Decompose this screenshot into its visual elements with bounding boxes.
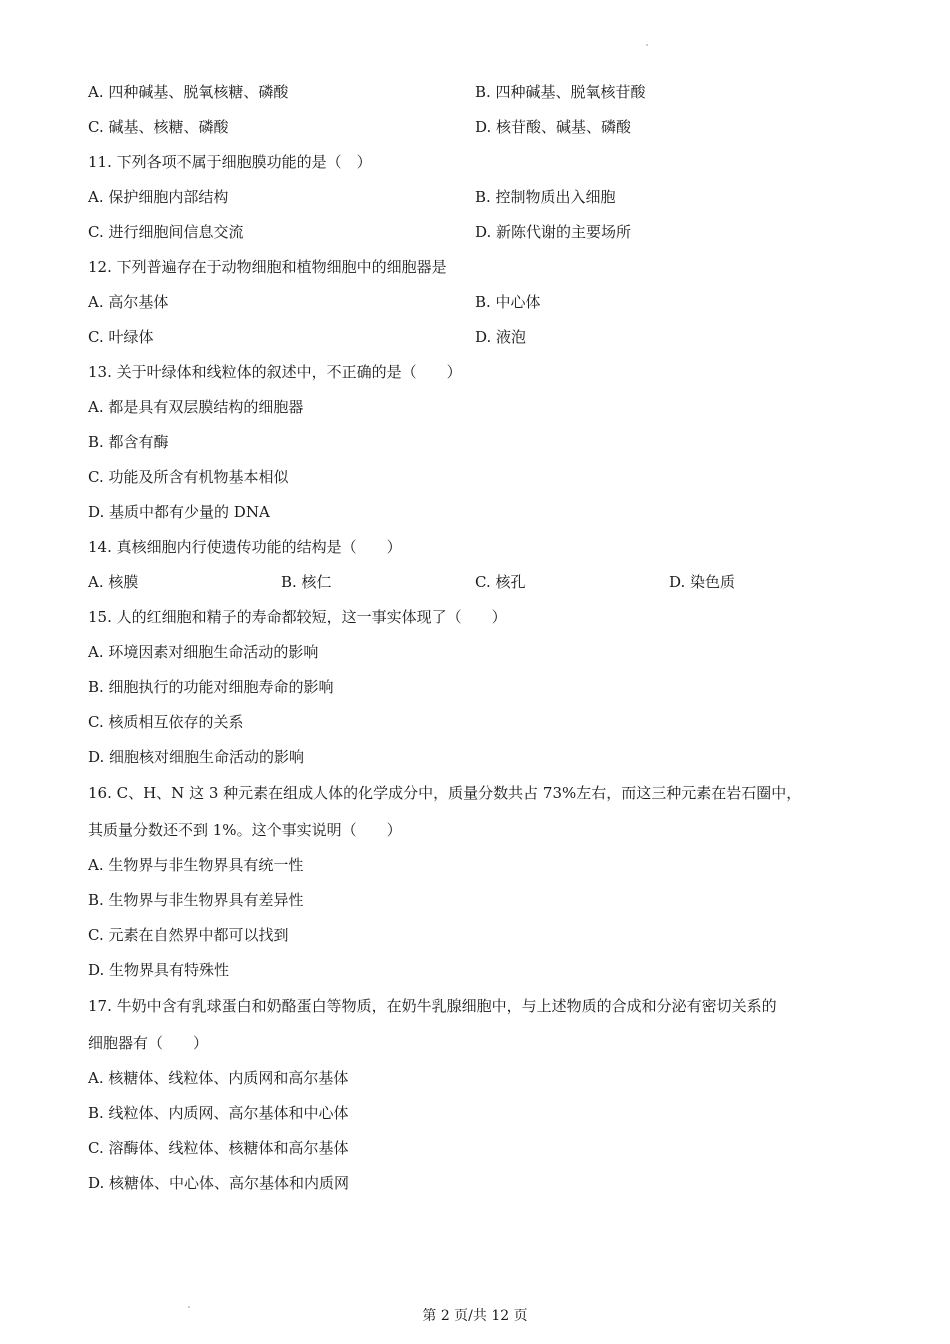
page-footer: 第 2 页/共 12 页 (422, 1308, 528, 1324)
q11-option-d: D. 新陈代谢的主要场所 (475, 223, 632, 241)
q14-option-b: B. 核仁 (281, 573, 332, 591)
q10-option-a: A. 四种碱基、脱氧核糖、磷酸 (88, 83, 289, 101)
q15-option-a: A. 环境因素对细胞生命活动的影响 (88, 643, 319, 661)
q15-option-b: B. 细胞执行的功能对细胞寿命的影响 (88, 678, 334, 696)
q14-option-c: C. 核孔 (475, 573, 526, 591)
q12-option-a: A. 高尔基体 (88, 293, 169, 311)
q13-stem: 13. 关于叶绿体和线粒体的叙述中，不正确的是（ ） (88, 363, 462, 381)
q13-option-d: D. 基质中都有少量的 DNA (88, 503, 270, 521)
q16-stem-line2: 其质量分数还不到 1%。这个事实说明（ ） (88, 821, 402, 839)
q12-option-c: C. 叶绿体 (88, 328, 154, 346)
q12-option-d: D. 液泡 (475, 328, 527, 346)
q10-option-b: B. 四种碱基、脱氧核苷酸 (475, 83, 646, 101)
q11-stem: 11. 下列各项不属于细胞膜功能的是（ ） (88, 153, 372, 171)
q17-stem-line2: 细胞器有（ ） (88, 1034, 209, 1052)
q16-option-a: A. 生物界与非生物界具有统一性 (88, 856, 304, 874)
q16-option-d: D. 生物界具有特殊性 (88, 961, 230, 979)
q16-option-b: B. 生物界与非生物界具有差异性 (88, 891, 304, 909)
q12-option-b: B. 中心体 (475, 293, 541, 311)
q13-option-c: C. 功能及所含有机物基本相似 (88, 468, 289, 486)
q15-stem: 15. 人的红细胞和精子的寿命都较短，这一事实体现了（ ） (88, 608, 507, 626)
q17-option-d: D. 核糖体、中心体、高尔基体和内质网 (88, 1174, 350, 1192)
q10-option-c: C. 碱基、核糖、磷酸 (88, 118, 229, 136)
q14-option-a: A. 核膜 (88, 573, 139, 591)
q13-option-a: A. 都是具有双层膜结构的细胞器 (88, 398, 304, 416)
scan-dot (646, 44, 648, 46)
q11-option-b: B. 控制物质出入细胞 (475, 188, 616, 206)
q11-option-c: C. 进行细胞间信息交流 (88, 223, 244, 241)
q15-option-c: C. 核质相互依存的关系 (88, 713, 244, 731)
q17-option-a: A. 核糖体、线粒体、内质网和高尔基体 (88, 1069, 349, 1087)
q14-option-d: D. 染色质 (669, 573, 736, 591)
q16-option-c: C. 元素在自然界中都可以找到 (88, 926, 289, 944)
q17-option-c: C. 溶酶体、线粒体、核糖体和高尔基体 (88, 1139, 349, 1157)
q11-option-a: A. 保护细胞内部结构 (88, 188, 229, 206)
q17-stem-line1: 17. 牛奶中含有乳球蛋白和奶酪蛋白等物质，在奶牛乳腺细胞中，与上述物质的合成和分泌有密切关系的 (88, 997, 777, 1015)
q15-option-d: D. 细胞核对细胞生命活动的影响 (88, 748, 305, 766)
q16-stem-line1: 16. C、H、N 这 3 种元素在组成人体的化学成分中，质量分数共占 73%左右，而这三种元素在岩石圈中， (88, 784, 802, 802)
q14-stem: 14. 真核细胞内行使遗传功能的结构是（ ） (88, 538, 402, 556)
q13-option-b: B. 都含有酶 (88, 433, 169, 451)
q17-option-b: B. 线粒体、内质网、高尔基体和中心体 (88, 1104, 349, 1122)
q12-stem: 12. 下列普遍存在于动物细胞和植物细胞中的细胞器是 (88, 258, 447, 276)
q10-option-d: D. 核苷酸、碱基、磷酸 (475, 118, 632, 136)
